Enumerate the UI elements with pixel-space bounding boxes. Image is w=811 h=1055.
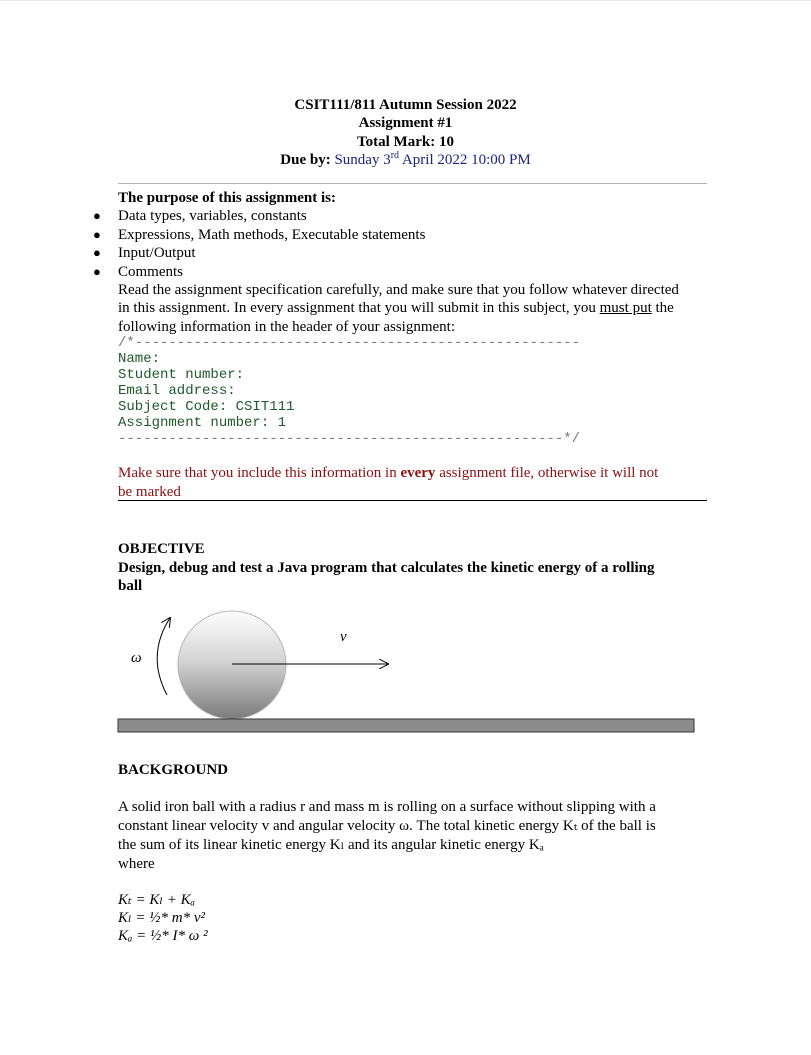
objective-heading: OBJECTIVE <box>118 541 205 557</box>
background-line-2: constant linear velocity v and angular velocity ω. The total kinetic energy Kₜ of the ball is <box>118 818 656 834</box>
purpose-item: Comments <box>118 264 184 280</box>
purpose-item: Data types, variables, constants <box>118 208 307 224</box>
header-field-student-number: Student number: <box>118 367 245 383</box>
header-field-subject-code: Subject Code: CSIT111 <box>118 399 295 415</box>
formula-total-energy: Kₜ = Kₗ + Kₐ <box>118 892 195 908</box>
purpose-heading: The purpose of this assignment is: <box>118 190 336 206</box>
velocity-label: v <box>340 629 347 645</box>
instructions-text: the <box>651 300 674 316</box>
purpose-item: Input/Output <box>118 245 196 261</box>
instructions-line-3: following information in the header of your assignment: <box>118 319 456 335</box>
background-line-1: A solid iron ball with a radius r and mass m is rolling on a surface without slipping with a <box>118 799 656 815</box>
ground-surface <box>118 719 694 732</box>
bullet-icon: ● <box>93 208 101 223</box>
due-label: Due by: <box>280 152 331 168</box>
purpose-item: Expressions, Math methods, Executable statements <box>118 227 426 243</box>
due-day-suffix: rd <box>390 150 400 161</box>
due-rest: April 2022 10:00 PM <box>399 152 531 168</box>
warning-emphasis: every <box>400 465 436 481</box>
bullet-icon: ● <box>93 264 101 279</box>
warning-line-1 <box>118 464 658 482</box>
emphasis-must-put: must put <box>599 300 652 316</box>
warning-underline <box>118 500 707 501</box>
formula-angular-energy: Kₐ = ½* I* ω ² <box>118 928 208 944</box>
page-top-border <box>0 0 811 1</box>
angular-velocity-arrow <box>157 618 170 695</box>
warning-text: assignment file, otherwise it will not <box>435 465 659 481</box>
background-heading: BACKGROUND <box>118 762 229 778</box>
due-line <box>0 151 811 169</box>
assignment-number: Assignment #1 <box>358 115 453 131</box>
objective-line-2: ball <box>118 578 143 594</box>
ball <box>178 611 286 719</box>
due-date <box>334 152 530 168</box>
instructions-line-2 <box>118 299 674 317</box>
header-divider <box>118 183 707 184</box>
header-field-assignment-number: Assignment number: 1 <box>118 415 287 431</box>
comment-open: /*----------------------------------------------------- <box>118 335 581 351</box>
omega-label: ω <box>131 650 142 666</box>
instructions-text: in this assignment. In every assignment that you will submit in this subject, you <box>118 300 600 316</box>
background-line-3: the sum of its linear kinetic energy Kₗ and its angular kinetic energy Kₐ <box>118 837 544 853</box>
course-title: CSIT111/811 Autumn Session 2022 <box>294 97 517 113</box>
bullet-icon: ● <box>93 227 101 242</box>
formula-linear-energy: Kₗ = ½* m* v² <box>118 910 206 926</box>
comment-close: -----------------------------------------------------*/ <box>118 431 581 447</box>
objective-line-1: Design, debug and test a Java program that calculates the kinetic energy of a rolling <box>118 560 655 576</box>
warning-text: Make sure that you include this information in <box>118 465 401 481</box>
header-field-email: Email address: <box>118 383 236 399</box>
rolling-ball-diagram <box>0 600 811 740</box>
total-mark: Total Mark: 10 <box>357 134 454 150</box>
due-day: Sunday 3 <box>334 152 391 168</box>
instructions-line-1: Read the assignment specification carefully, and make sure that you follow whatever directed <box>118 282 679 298</box>
warning-line-2: be marked <box>118 484 181 500</box>
background-line-4: where <box>118 856 155 872</box>
header-field-name: Name: <box>118 351 161 367</box>
bullet-icon: ● <box>93 245 101 260</box>
